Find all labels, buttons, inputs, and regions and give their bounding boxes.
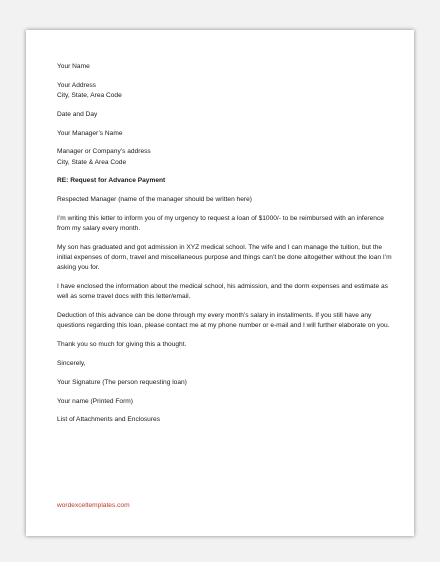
body-paragraph-2: My son has graduated and got admission in XYZ medical school. The wife and I can manage the tuition, but the initial expenses of dorm, travel and miscellaneous purpose and things can’t be done altogether without the loan I’m asking you for.: [57, 243, 392, 272]
sender-city-state-zip: City, State, Area Code: [57, 92, 122, 99]
body-paragraph-3: I have enclosed the information about the medical school, his admission, and the dorm expenses and estimate as well as some travel docs with this letter/email.: [57, 283, 388, 301]
body-paragraph-4: Deduction of this advance can be done through my every month’s salary in installments. If you still have any questions regarding this loan, please contact me at my phone number or e-mail and I will further elaborate on you.: [57, 312, 390, 330]
attachments-line: List of Attachments and Enclosures: [57, 416, 160, 424]
recipient-address: Manager or Company’s address: [57, 148, 151, 156]
letter-body: [57, 62, 397, 434]
sender-address: Your Address: [57, 81, 96, 89]
body-paragraph-5: Thank you so much for giving this a thought.: [57, 341, 187, 349]
printed-name-line: Your name (Printed Form): [57, 397, 133, 405]
sender-name: Your Name: [57, 63, 90, 70]
letter-subject: RE: Request for Advance Payment: [57, 177, 166, 185]
recipient-name: Your Manager’s Name: [57, 129, 123, 137]
recipient-city-state-zip: City, State & Area Code: [57, 158, 127, 166]
signature-line: Your Signature (The person requesting loan): [57, 378, 187, 386]
body-paragraph-1: I’m writing this letter to inform you of my urgency to request a loan of $1000/- to be reimbursed with an inference from my salary every month.: [57, 214, 384, 233]
recipient-address-block: [57, 147, 397, 167]
letter-date: Date and Day: [57, 110, 98, 118]
sender-block: [57, 62, 397, 72]
letter-salutation: Respected Manager (name of the manager should be written here): [57, 196, 252, 204]
watermark-link[interactable]: wordexceltemplates.com: [57, 502, 130, 509]
sender-address-block: [57, 81, 397, 101]
letter-page: [26, 30, 414, 536]
letter-closing: Sincerely,: [57, 359, 86, 367]
